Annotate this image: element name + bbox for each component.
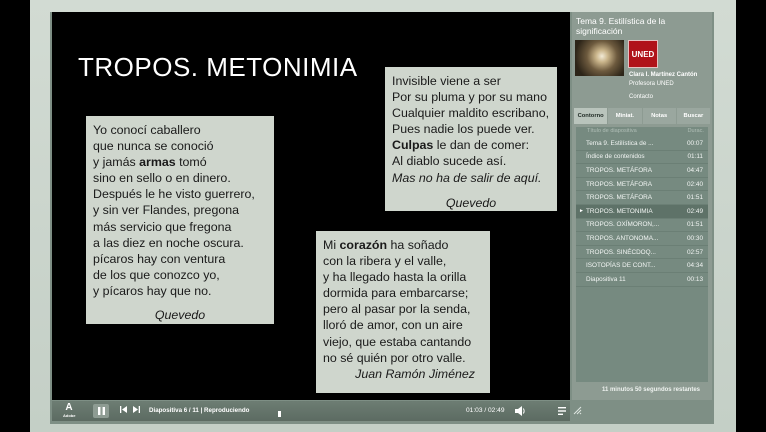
- poem-line: [323, 301, 483, 317]
- sidebar: [572, 12, 712, 400]
- poem-line: [323, 285, 483, 301]
- outline-row[interactable]: [576, 191, 708, 205]
- outline-row[interactable]: [576, 232, 708, 246]
- poem-text: viejo, que estaba cantando: [323, 334, 472, 349]
- current-slide-marker-icon: ►: [579, 208, 584, 215]
- resize-handle-icon[interactable]: [572, 405, 582, 415]
- poem-line: [392, 73, 550, 89]
- outline-row-title: TROPOS. METONIMIA: [586, 207, 653, 215]
- poem-text: dormida para embarcarse;: [323, 286, 469, 301]
- outline-row-duration: 02:49: [687, 207, 703, 215]
- poem-line: [93, 283, 267, 299]
- outline-row-title: Diapositiva 11: [586, 275, 626, 283]
- adobe-logo-text: Adobe: [63, 413, 76, 418]
- poem-box-3: [316, 231, 490, 393]
- outline-row[interactable]: [576, 164, 708, 178]
- outline-row-title: Índice de contenidos: [586, 153, 645, 161]
- poem-text: y sin ver Flandes, pregona: [93, 203, 240, 218]
- uned-logo: UNED: [628, 40, 658, 68]
- menu-icon[interactable]: [558, 407, 566, 415]
- outline-row-duration: 02:57: [687, 248, 703, 256]
- poem-box-1: [86, 116, 274, 324]
- outline-row[interactable]: [576, 178, 708, 192]
- outline-row-title: TROPOS. METÁFORA: [586, 194, 653, 202]
- outline-row[interactable]: [576, 273, 708, 287]
- outline-row-title: Tema 9. Estilística de ...: [586, 139, 654, 147]
- outline-header-duration: Durac.: [687, 128, 704, 134]
- outline-row[interactable]: [576, 219, 708, 233]
- outline-row[interactable]: [576, 205, 708, 219]
- poem-line: [93, 122, 267, 138]
- poem-text: Mi: [323, 238, 340, 252]
- presenter-name: Clara I. Martínez Cantón: [629, 72, 698, 78]
- volume-icon[interactable]: [515, 405, 525, 417]
- slide-canvas: [52, 12, 570, 400]
- presenter-role: Profesora UNED: [629, 81, 674, 87]
- tab-buscar[interactable]: Buscar: [677, 108, 710, 124]
- time-display: 01:03 / 02:49: [466, 407, 505, 414]
- poem-text: y pícaros hay que no.: [93, 283, 212, 298]
- outline-row-duration: 04:47: [687, 166, 703, 174]
- presentation-title: Tema 9. Estilística de la significación: [576, 16, 666, 36]
- poem-text: Por su pluma y por su mano: [392, 90, 547, 105]
- outline-row[interactable]: [576, 246, 708, 260]
- poem-line: [93, 219, 267, 235]
- outline-row[interactable]: [576, 151, 708, 165]
- poem-text: Pues nadie los puede ver.: [392, 122, 535, 137]
- tab-contorno[interactable]: Contorno: [574, 108, 607, 124]
- poem-text: no sé quién por otro valle.: [323, 350, 466, 365]
- contact-link[interactable]: Contacto: [629, 94, 654, 100]
- outline-row-duration: 00:30: [687, 234, 703, 242]
- outline-header: [576, 127, 708, 137]
- poem-lines: [93, 122, 267, 299]
- poem-text: Yo conocí caballero: [93, 123, 201, 137]
- progress-scrubber[interactable]: [278, 411, 281, 417]
- poem-author: Quevedo: [445, 195, 497, 210]
- outline-row-title: TROPOS. METÁFORA: [586, 166, 653, 174]
- next-slide-button[interactable]: [133, 406, 140, 415]
- poem-text: Al diablo sucede así.: [392, 154, 507, 169]
- outline-row-duration: 00:07: [687, 139, 703, 147]
- outline-row-duration: 02:40: [687, 180, 703, 188]
- poem-bold-word: corazón: [339, 238, 388, 252]
- poem-line: [323, 253, 483, 269]
- poem-line: [93, 170, 267, 186]
- poem-text: pero al pasar por la senda,: [323, 302, 471, 317]
- outline-row-duration: 01:51: [687, 221, 703, 229]
- poem-text: y jamás: [93, 155, 140, 170]
- outline-row-duration: 01:51: [687, 194, 703, 202]
- sidebar-tabs: [574, 108, 710, 124]
- poem-line: [323, 237, 483, 253]
- pause-icon: [98, 407, 105, 415]
- outline-header-title: Título de diapositiva: [587, 128, 637, 134]
- control-bar: [52, 401, 570, 421]
- poem-line: [323, 269, 483, 285]
- poem-text: de los que conozco yo,: [93, 267, 220, 282]
- outline-row-title: TROPOS. METÁFORA: [586, 180, 653, 188]
- poem-line: [93, 251, 267, 267]
- poem-text: le dan de comer:: [433, 138, 530, 153]
- poem-text: Invisible viene a ser: [392, 74, 501, 88]
- poem-bold-word: Culpas: [392, 138, 434, 153]
- poem-text: tomó: [175, 155, 207, 170]
- poem-line: [392, 153, 550, 169]
- tab-notas[interactable]: Notas: [643, 108, 676, 124]
- poem-line: [93, 138, 267, 154]
- outline-row-duration: 01:11: [687, 153, 703, 161]
- poem-text: a las diez en noche oscura.: [93, 235, 244, 250]
- presenter-photo: [575, 40, 624, 76]
- poem-line: [93, 186, 267, 202]
- poem-text: ha soñado: [387, 238, 449, 252]
- previous-slide-button[interactable]: [120, 406, 127, 415]
- outline-list: [576, 127, 708, 382]
- poem-text: con la ribera y el valle,: [323, 254, 447, 269]
- poem-lines: [323, 237, 483, 366]
- outline-row[interactable]: [576, 137, 708, 151]
- poem-lines: [392, 73, 550, 170]
- poem-text: más servicio que fregona: [93, 219, 232, 234]
- outline-row-duration: 04:34: [687, 262, 703, 270]
- poem-box-2: [385, 67, 557, 211]
- poem-author: Quevedo: [154, 308, 206, 323]
- poem-line: [323, 317, 483, 333]
- poem-text: Después le he visto guerrero,: [93, 187, 255, 202]
- poem-line: [392, 121, 550, 137]
- poem-line: [323, 334, 483, 350]
- poem-line: [392, 89, 550, 105]
- poem-text: sino en sello o en dinero.: [93, 171, 231, 186]
- poem-line: [93, 235, 267, 251]
- poem-text: que nunca se conoció: [93, 139, 214, 154]
- outline-rows: [576, 137, 708, 287]
- poem-italic-line: Mas no ha de salir de aquí.: [392, 170, 542, 185]
- poem-text: y ha llegado hasta la orilla: [323, 270, 467, 285]
- outline-row[interactable]: [576, 259, 708, 273]
- poem-text: pícaros hay con ventura: [93, 251, 226, 266]
- outline-row-title: TROPOS. SINÉCDOQ...: [586, 248, 656, 256]
- poem-text: Cualquier maldito escribano,: [392, 106, 550, 121]
- poem-bold-word: armas: [139, 155, 176, 170]
- poem-line: [392, 137, 550, 153]
- poem-line: [93, 267, 267, 283]
- outline-row-title: ISOTOPÍAS DE CONT...: [586, 262, 656, 270]
- time-remaining: 11 minutos 50 segundos restantes: [601, 387, 700, 393]
- slide-title: TROPOS. METONIMIA: [78, 52, 358, 82]
- poem-line: [93, 202, 267, 218]
- playback-status: Diapositiva 6 / 11 | Reproduciendo: [149, 407, 250, 414]
- poem-author: Juan Ramón Jiménez: [355, 366, 475, 381]
- next-icon: [133, 406, 140, 413]
- poem-line: [392, 105, 550, 121]
- adobe-logo: A Adobe: [63, 402, 76, 418]
- previous-icon: [120, 406, 127, 413]
- pause-button[interactable]: [93, 404, 109, 418]
- tab-miniaturas[interactable]: Miniat.: [608, 108, 641, 124]
- poem-text: lloró de amor, con un aire: [323, 318, 463, 333]
- outline-row-title: TROPOS. ANTONOMA...: [586, 234, 659, 242]
- outline-row-duration: 00:13: [687, 275, 703, 283]
- poem-line: [323, 350, 483, 366]
- outline-row-title: TROPOS. OXÍMORON,...: [586, 221, 660, 229]
- poem-line: [93, 154, 267, 170]
